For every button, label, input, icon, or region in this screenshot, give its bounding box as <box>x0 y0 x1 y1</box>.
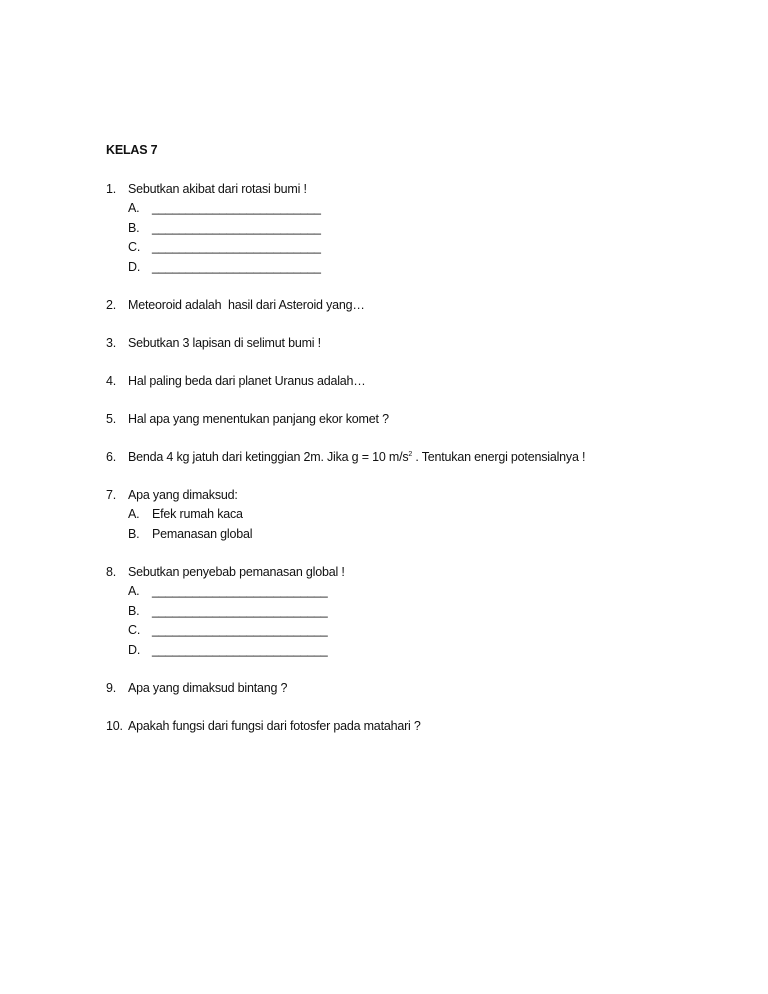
option-blank: __________________________ <box>152 584 328 598</box>
question-number: 1. <box>106 181 117 196</box>
question-10 <box>106 717 706 737</box>
option-blank: __________________________ <box>152 603 328 618</box>
question-text: Hal paling beda dari planet Uranus adalah… <box>128 373 366 388</box>
question-1 <box>106 180 706 278</box>
option-b <box>128 525 706 545</box>
option-b <box>128 219 706 239</box>
superscript-exponent: 2 <box>408 450 413 458</box>
option-a <box>128 199 706 219</box>
option-a <box>128 505 706 525</box>
question-number: 7. <box>106 487 117 502</box>
question-number: 2. <box>106 297 117 312</box>
question-4 <box>106 372 706 392</box>
option-blank: _________________________ <box>152 220 321 235</box>
option-blank: _________________________ <box>152 240 321 254</box>
question-5 <box>106 410 706 430</box>
option-label: A. <box>128 584 140 598</box>
option-label: C. <box>128 240 141 254</box>
question-3 <box>106 334 706 354</box>
option-label: B. <box>128 526 140 541</box>
option-label: B. <box>128 603 140 618</box>
option-blank: __________________________ <box>152 642 328 657</box>
option-label: A. <box>128 201 140 215</box>
question-text: Apakah fungsi dari fungsi dari fotosfer pada matahari ? <box>128 718 421 733</box>
option-a <box>128 582 706 602</box>
question-number: 5. <box>106 411 117 426</box>
question-text-part: Benda 4 kg jatuh dari ketinggian 2m. Jika g = 10 m/s <box>128 449 409 464</box>
question-text <box>128 448 706 468</box>
question-number: 6. <box>106 449 117 464</box>
question-8 <box>106 563 706 661</box>
question-number: 3. <box>106 335 117 350</box>
option-b <box>128 602 706 622</box>
question-text: Sebutkan penyebab pemanasan global ! <box>128 564 345 579</box>
question-text-part: . Tentukan energi potensialnya ! <box>412 449 586 464</box>
question-text: Hal apa yang menentukan panjang ekor komet ? <box>128 411 389 426</box>
question-number: 4. <box>106 373 117 388</box>
document-content <box>106 141 706 755</box>
question-text: Sebutkan 3 lapisan di selimut bumi ! <box>128 335 321 350</box>
option-text: Efek rumah kaca <box>152 507 243 521</box>
question-text: Sebutkan akibat dari rotasi bumi ! <box>128 181 307 196</box>
option-c <box>128 621 706 641</box>
option-label: A. <box>128 507 140 521</box>
option-c <box>128 238 706 258</box>
option-label: B. <box>128 220 140 235</box>
option-label: C. <box>128 623 141 637</box>
question-7 <box>106 486 706 545</box>
option-blank: _________________________ <box>152 259 321 274</box>
question-text: Apa yang dimaksud: <box>128 487 238 502</box>
question-6 <box>106 448 706 468</box>
option-blank: _________________________ <box>152 201 321 215</box>
option-d <box>128 258 706 278</box>
option-label: D. <box>128 259 141 274</box>
question-number: 10. <box>106 718 123 733</box>
option-text: Pemanasan global <box>152 526 253 541</box>
option-d <box>128 641 706 661</box>
question-9 <box>106 679 706 699</box>
option-label: D. <box>128 642 141 657</box>
option-blank: __________________________ <box>152 623 328 637</box>
document-title: KELAS 7 <box>106 143 158 157</box>
question-text: Apa yang dimaksud bintang ? <box>128 680 288 695</box>
question-number: 9. <box>106 680 117 695</box>
question-number: 8. <box>106 564 117 579</box>
question-2 <box>106 296 706 316</box>
question-text: Meteoroid adalah hasil dari Asteroid yang… <box>128 297 365 312</box>
